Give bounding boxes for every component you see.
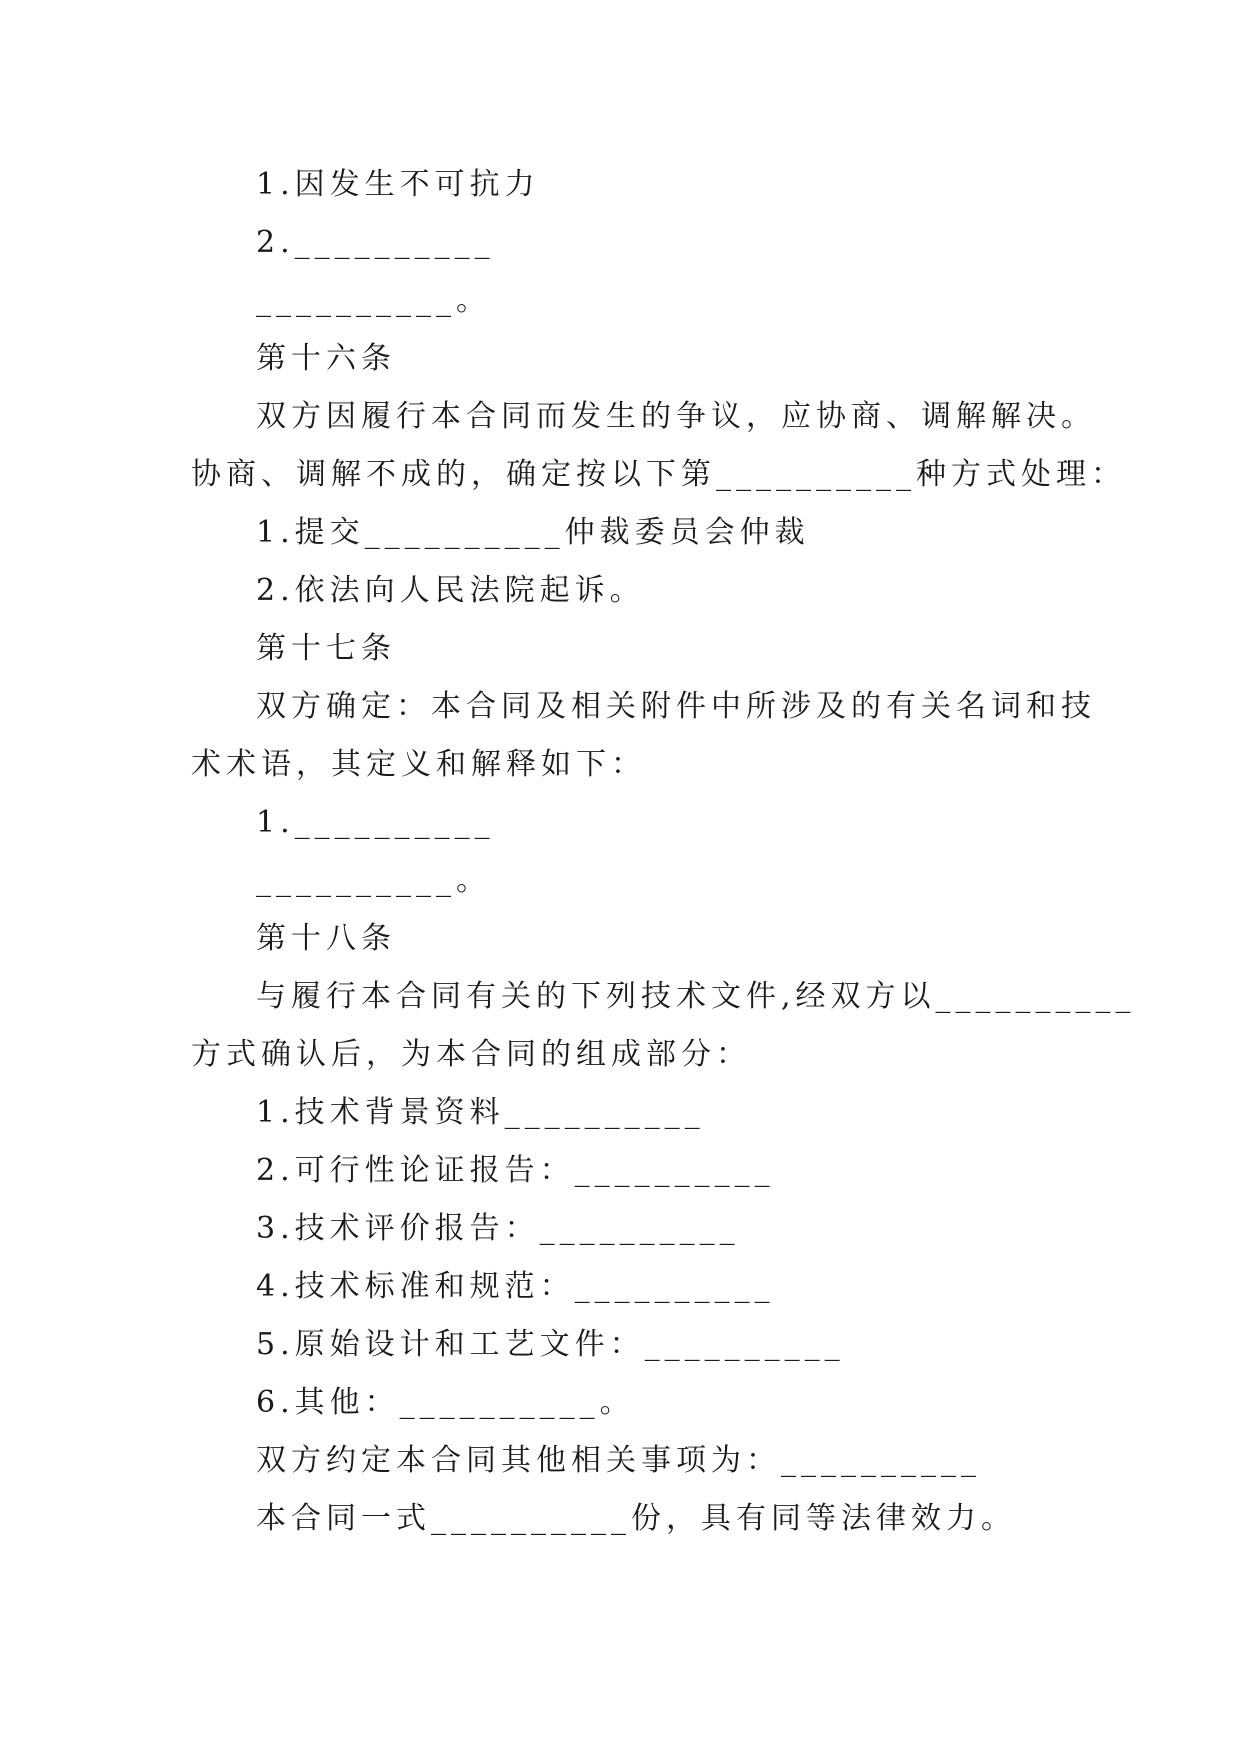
article15-item-1: 1.因发生不可抗力 xyxy=(256,167,540,202)
article-16-item-2: 2.依法向人民法院起诉。 xyxy=(256,573,645,608)
article-17-heading: 第十七条 xyxy=(256,631,396,666)
article-18-item-5: 5.原始设计和工艺文件：__________ xyxy=(256,1327,845,1362)
article-17-item-1: 1.__________ xyxy=(256,805,495,840)
article-17-paragraph-line-2: 术术语，其定义和解释如下： xyxy=(191,747,646,782)
article15-item-2-continued: __________。 xyxy=(256,283,491,318)
article-18-item-2: 2.可行性论证报告：__________ xyxy=(256,1153,775,1188)
article-17-item-1-continued: __________。 xyxy=(256,863,491,898)
article-17-paragraph-line-1: 双方确定：本合同及相关附件中所涉及的有关名词和技 xyxy=(256,689,1096,724)
article-18-item-4: 4.技术标准和规范：__________ xyxy=(256,1269,775,1304)
article-16-item-1: 1.提交__________仲裁委员会仲裁 xyxy=(256,515,810,550)
article-16-paragraph-line-1: 双方因履行本合同而发生的争议，应协商、调解解决。 xyxy=(256,399,1096,434)
article15-item-2: 2.__________ xyxy=(256,225,495,260)
article-16-heading: 第十六条 xyxy=(256,341,396,376)
article-18-item-1: 1.技术背景资料__________ xyxy=(256,1095,705,1130)
other-matters-line: 双方约定本合同其他相关事项为：__________ xyxy=(256,1443,981,1478)
article-18-paragraph-line-1: 与履行本合同有关的下列技术文件,经双方以__________ xyxy=(256,979,1136,1014)
copies-line: 本合同一式__________份，具有同等法律效力。 xyxy=(256,1501,1016,1536)
article-16-paragraph-line-2: 协商、调解不成的，确定按以下第__________种方式处理： xyxy=(191,457,1126,492)
article-18-item-3: 3.技术评价报告：__________ xyxy=(256,1211,740,1246)
article-18-paragraph-line-2: 方式确认后，为本合同的组成部分： xyxy=(191,1037,751,1072)
article-18-heading: 第十八条 xyxy=(256,921,396,956)
article-18-item-6: 6.其他：__________。 xyxy=(256,1385,635,1420)
